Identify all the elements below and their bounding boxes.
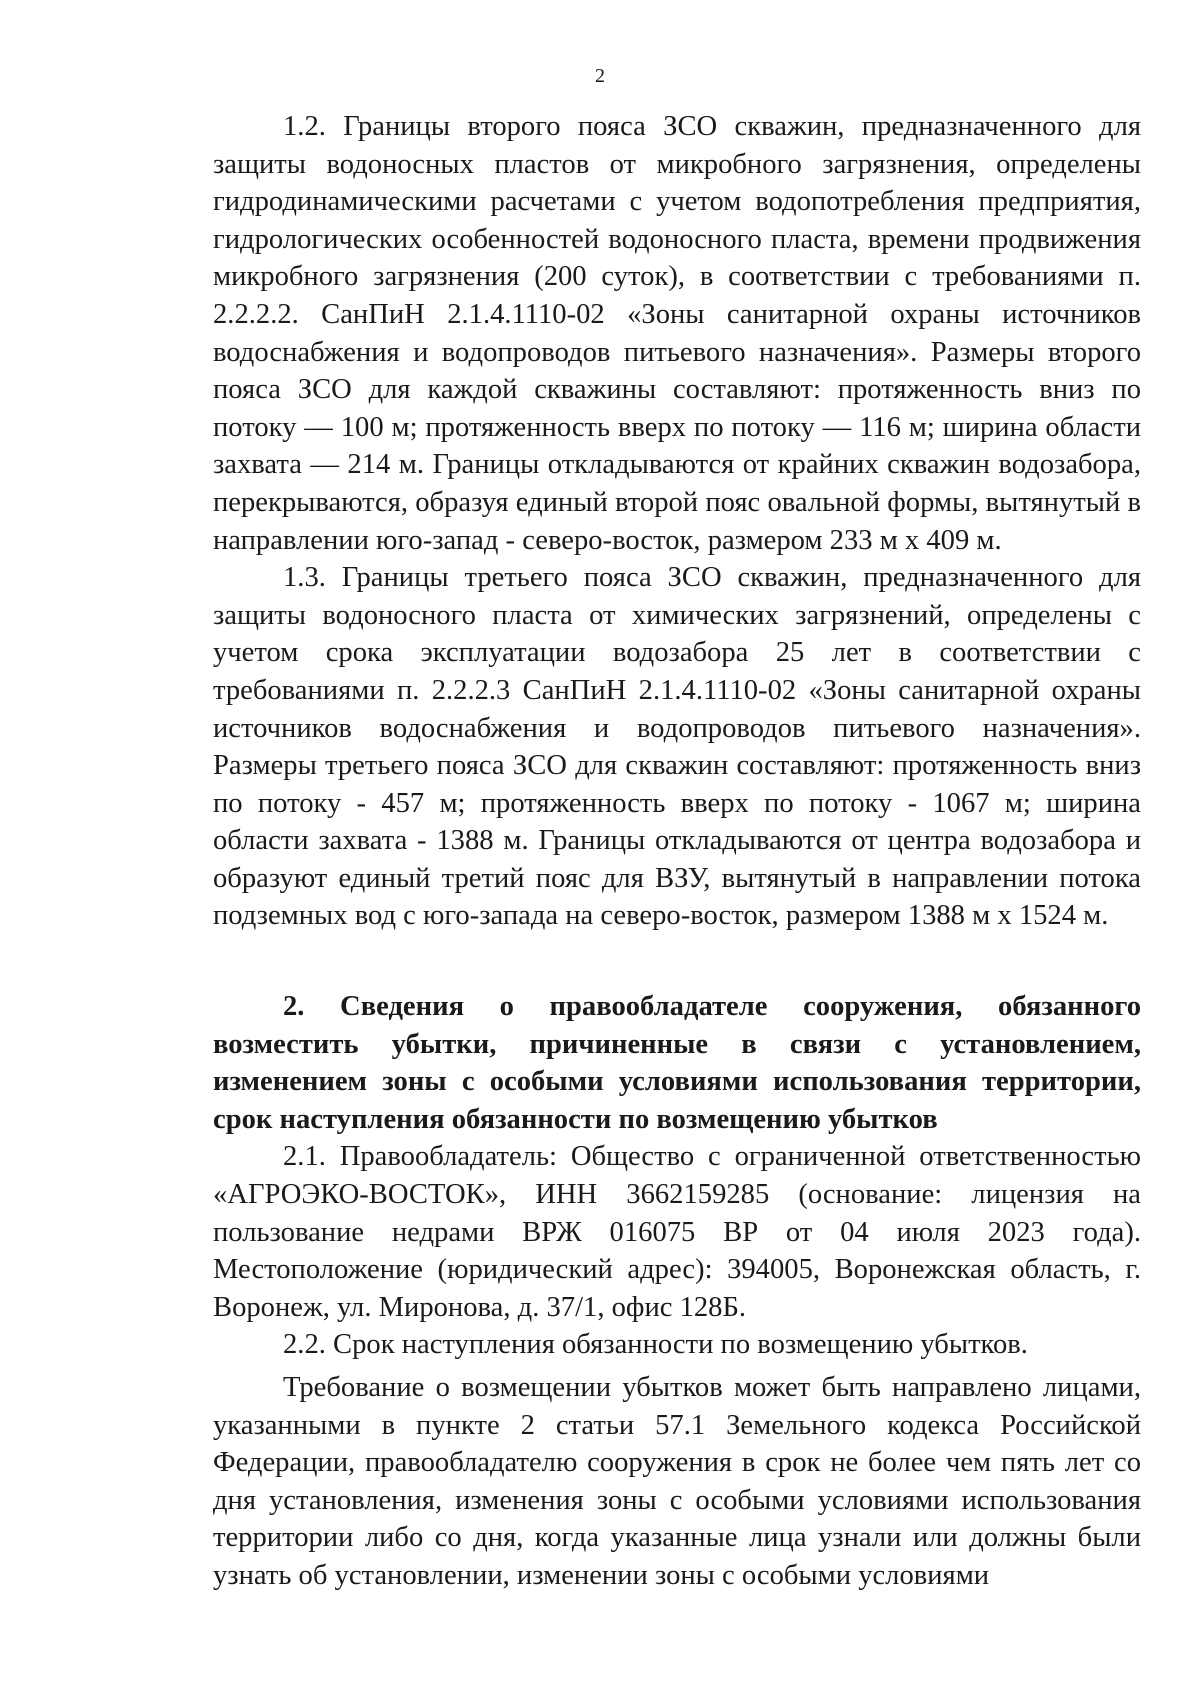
paragraph-1-3: 1.3. Границы третьего пояса ЗСО скважин, предназначенного для защиты водоносного пласта от химических загрязнений, определены с учетом срока эксплуатации водозабора 25 лет в соответствии с требованиями п. 2.2.2.3 СанПиН 2.1.4.1110-02 «Зоны санитарной охраны источников водоснабжения и водопроводов питьевого назначения». Размеры третьего пояса ЗСО для скважин составляют: протяженность вниз по потоку - 457 м; протяженность вверх по потоку - 1067 м; ширина области захвата - 1388 м. Границы откладываются от центра водозабора и образуют единый третий пояс для ВЗУ, вытянутый в направлении потока подземных вод с юго-запада на северо-восток, размером 1388 м х 1524 м. <box>213 562 1141 932</box>
section-heading-2: 2. Сведения о правообладателе сооружения, обязанного возместить убытки, причиненные в связи с установлением, изменением зоны с особыми условиями использования территории, срок наступления обязанности по возмещению убытков <box>213 991 1141 1135</box>
paragraph-1-2: 1.2. Границы второго пояса ЗСО скважин, предназначенного для защиты водоносных пластов от микробного загрязнения, определены гидродинамическими расчетами с учетом водопотребления предприятия, гидрологических особенностей водоносного пласта, времени продвижения микробного загрязнения (200 суток), в соответствии с требованиями п. 2.2.2.2. СанПиН 2.1.4.1110-02 «Зоны санитарной охраны источников водоснабжения и водопроводов питьевого назначения». Размеры второго пояса ЗСО для каждой скважины составляют: протяженность вниз по потоку — 100 м; протяженность вверх по потоку — 116 м; ширина области захвата — 214 м. Границы откладываются от крайних скважин водозабора, перекрываются, образуя единый второй пояс овальной формы, вытянутый в направлении юго-запад - северо-восток, размером 233 м х 409 м. <box>213 111 1141 556</box>
page-number: 2 <box>595 65 605 87</box>
paragraph-2-2: 2.2. Срок наступления обязанности по возмещению убытков. <box>283 1329 1028 1361</box>
paragraph-requirement: Требование о возмещении убытков может быть направлено лицами, указанными в пункте 2 статьи 57.1 Земельного кодекса Российской Федерации, правообладателю сооружения в срок не более чем пять лет со дня установления, изменения зоны с особыми условиями использования территории либо со дня, когда указанные лица узнали или должны были узнать об установлении, изменении зоны с особыми условиями <box>213 1372 1141 1591</box>
document-body <box>213 108 1141 1595</box>
paragraph-2-1: 2.1. Правообладатель: Общество с ограниченной ответственностью «АГРОЭКО-ВОСТОК», ИНН 3662159285 (основание: лицензия на пользование недрами ВРЖ 016075 ВР от 04 июля 2023 года). Местоположение (юридический адрес): 394005, Воронежская область, г. Воронеж, ул. Миронова, д. 37/1, офис 128Б. <box>213 1141 1141 1323</box>
